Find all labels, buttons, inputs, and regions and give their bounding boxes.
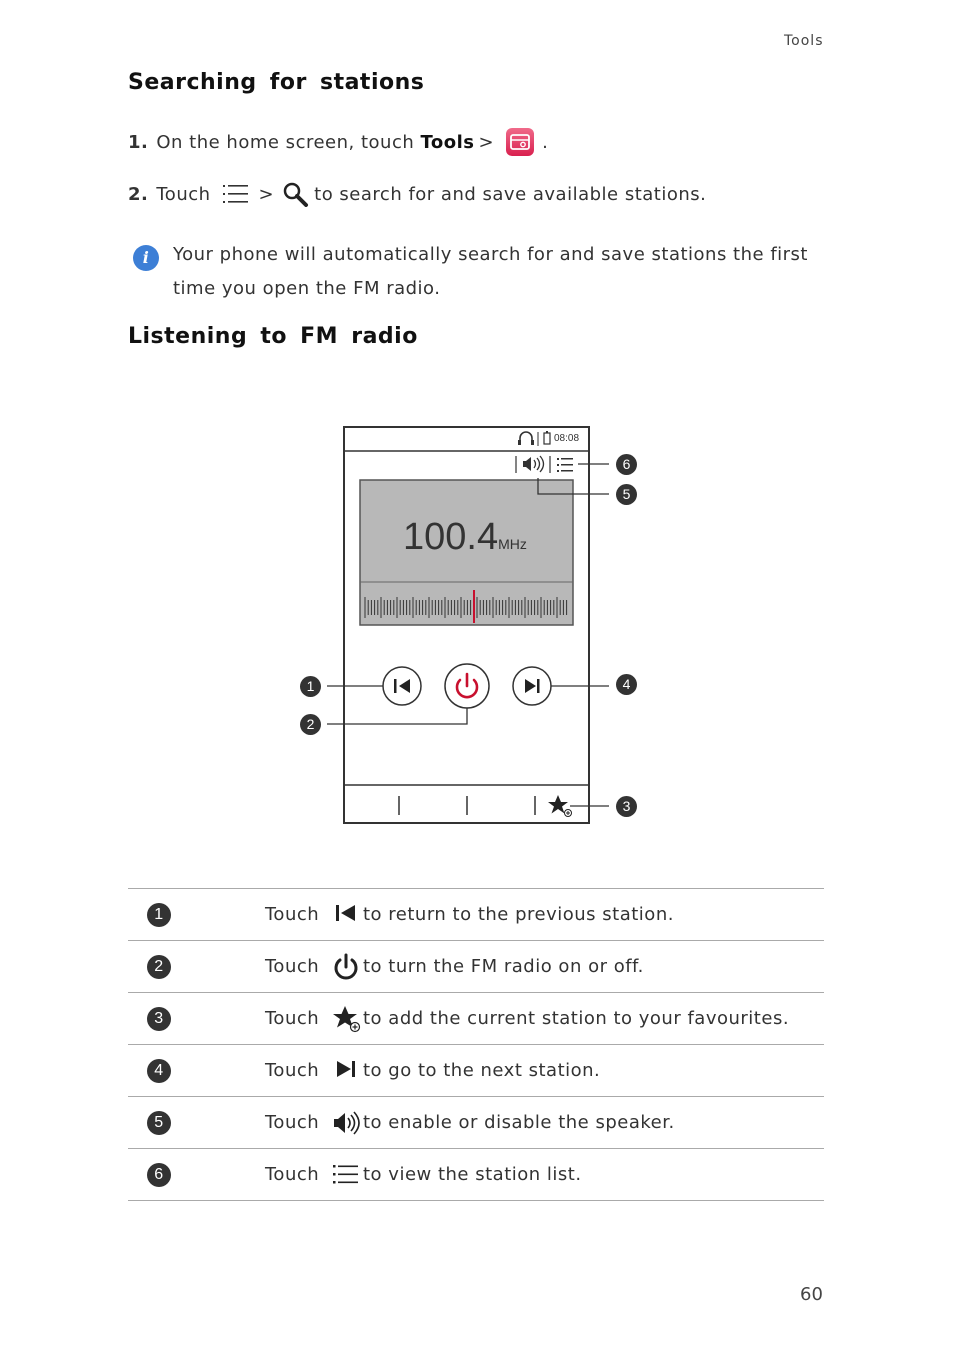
note-text: Your phone will automatically search for and save stations the first time you open the FM radio. (173, 244, 808, 299)
legend-description-cell (265, 1045, 824, 1097)
callout-1: 1 (300, 676, 321, 697)
step-2 (128, 181, 706, 207)
legend-number-cell (128, 1149, 265, 1201)
step-text: On the home screen, touch (156, 131, 415, 153)
legend-text: to go to the next station. (363, 1059, 601, 1081)
legend-number-cell (128, 993, 265, 1045)
touch-word: Touch (265, 1163, 320, 1185)
legend-number: 4 (147, 1059, 171, 1083)
step-number: 1. (128, 131, 149, 153)
section-title-listening: Listening to FM radio (128, 324, 418, 349)
callout-2: 2 (300, 714, 321, 735)
legend-text: to enable or disable the speaker. (363, 1111, 675, 1133)
power-icon (331, 953, 361, 981)
menu-icon (221, 182, 251, 206)
legend-description-cell (265, 1097, 824, 1149)
fm-radio-screenshot (295, 420, 645, 830)
add-favourite-icon (331, 1005, 361, 1033)
step-separator: > (258, 183, 275, 205)
tools-label: Tools (420, 131, 475, 153)
step-text-suffix: to search for and save available stations. (314, 183, 707, 205)
legend-number-cell (128, 941, 265, 993)
legend-text: to add the current station to your favourites. (363, 1007, 790, 1029)
legend-row (128, 1045, 824, 1097)
callout-4: 4 (616, 674, 637, 695)
info-icon: i (133, 245, 159, 271)
frequency-value: 100.4 (403, 516, 499, 558)
legend-description-cell (265, 993, 824, 1045)
header-section-label: Tools (784, 33, 824, 49)
callout-5: 5 (616, 484, 637, 505)
status-time: 08:08 (554, 433, 580, 444)
search-icon (282, 181, 310, 207)
legend-row (128, 1097, 824, 1149)
frequency-display (403, 516, 527, 559)
legend-number: 1 (147, 903, 171, 927)
legend-number-cell (128, 1097, 265, 1149)
legend-description-cell (265, 889, 824, 941)
legend-row (128, 941, 824, 993)
legend-row (128, 993, 824, 1045)
legend-description-cell (265, 941, 824, 993)
legend-number: 2 (147, 955, 171, 979)
step-1 (128, 128, 548, 156)
touch-word: Touch (265, 1059, 320, 1081)
step-number: 2. (128, 183, 149, 205)
legend-number: 5 (147, 1111, 171, 1135)
previous-station-icon (331, 901, 361, 929)
touch-word: Touch (265, 955, 320, 977)
fm-radio-app-icon (506, 128, 534, 156)
touch-word: Touch (265, 1111, 320, 1133)
station-list-icon (331, 1161, 361, 1189)
legend-table (128, 888, 824, 1201)
step-separator: > (478, 131, 495, 153)
page-number: 60 (800, 1284, 823, 1305)
legend-row (128, 1149, 824, 1201)
legend-row (128, 889, 824, 941)
legend-text: to return to the previous station. (363, 903, 674, 925)
legend-text: to turn the FM radio on or off. (363, 955, 644, 977)
callout-3: 3 (616, 796, 637, 817)
callout-6: 6 (616, 454, 637, 475)
step-end: . (542, 131, 549, 153)
touch-word: Touch (265, 1007, 320, 1029)
legend-number-cell (128, 1045, 265, 1097)
frequency-unit: MHz (498, 536, 527, 552)
legend-description-cell (265, 1149, 824, 1201)
next-station-icon (331, 1057, 361, 1085)
legend-number: 3 (147, 1007, 171, 1031)
step-text: Touch (156, 183, 211, 205)
speaker-icon (331, 1109, 361, 1137)
legend-text: to view the station list. (363, 1163, 582, 1185)
legend-number: 6 (147, 1163, 171, 1187)
section-title-searching: Searching for stations (128, 70, 425, 95)
touch-word: Touch (265, 903, 320, 925)
legend-number-cell (128, 889, 265, 941)
